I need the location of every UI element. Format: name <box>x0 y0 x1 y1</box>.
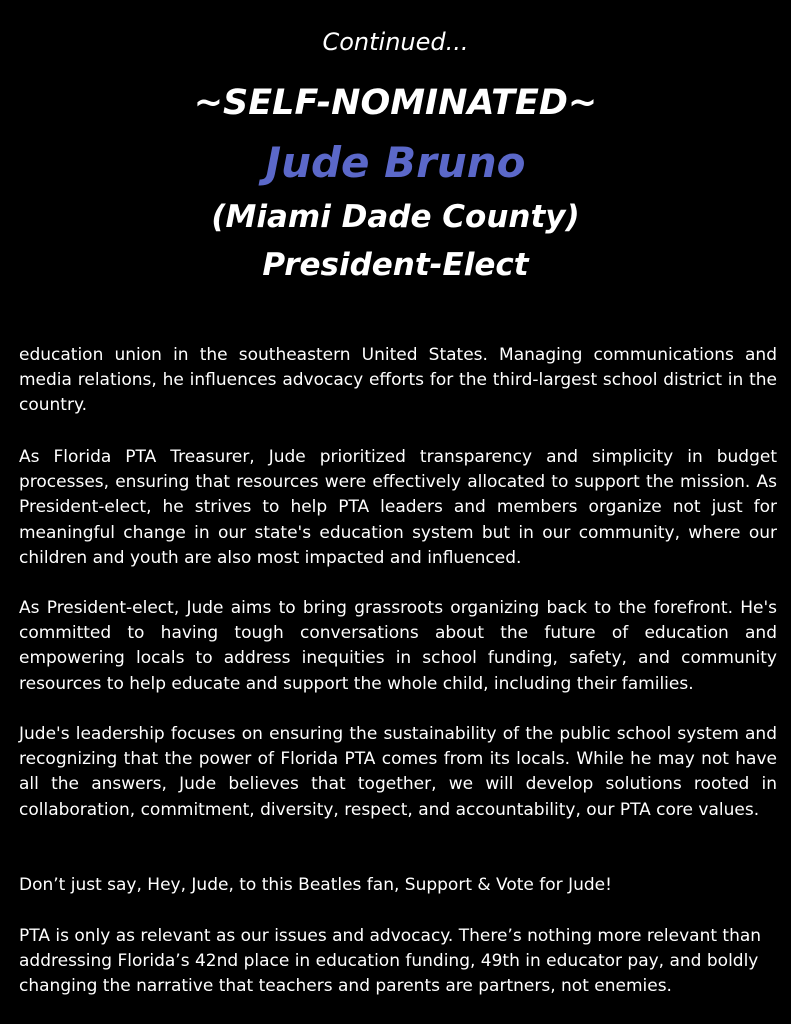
continued-label: Continued... <box>322 28 469 56</box>
slogan-paragraph: Don’t just say, Hey, Jude, to this Beatles fan, Support & Vote for Jude! <box>19 875 612 895</box>
bio-paragraph: As Florida PTA Treasurer, Jude prioritized transparency and simplicity in budget processes, ensuring that resources were effectively allocated to support the mission. As President-elect, he strives to help PTA leaders and members organize not just for meaningful change in our state's education system but in our community, where our children and youth are also most impacted and influenced. <box>19 447 777 568</box>
candidate-county: (Miami Dade County) <box>211 199 580 235</box>
nomination-type-heading: ~SELF-NOMINATED~ <box>193 83 598 123</box>
bio-paragraph: Jude's leadership focuses on ensuring the sustainability of the public school system and recognizing that the power of Florida PTA comes from its locals. While he may not have all the answers, Jude believes that together, we will develop solutions rooted in collaboration, commitment, diversity, respect, and accountability, our PTA core values. <box>19 724 777 820</box>
closing-paragraph: PTA is only as relevant as our issues and advocacy. There’s nothing more relevant than addressing Florida’s 42nd place in education funding, 49th in educator pay, and boldly changing the narrative that teachers and parents are partners, not enemies. <box>19 926 762 997</box>
bio-paragraph: education union in the southeastern United States. Managing communications and media relations, he influences advocacy efforts for the third-largest school district in the country. <box>19 345 777 416</box>
candidate-name: Jude Bruno <box>265 138 526 187</box>
candidate-position: President-Elect <box>262 247 529 283</box>
bio-paragraph: As President-elect, Jude aims to bring grassroots organizing back to the forefront. He's committed to having tough conversations about the future of education and empowering locals to address inequities in school funding, safety, and community resources to help educate and support the whole child, including their families. <box>19 598 777 694</box>
